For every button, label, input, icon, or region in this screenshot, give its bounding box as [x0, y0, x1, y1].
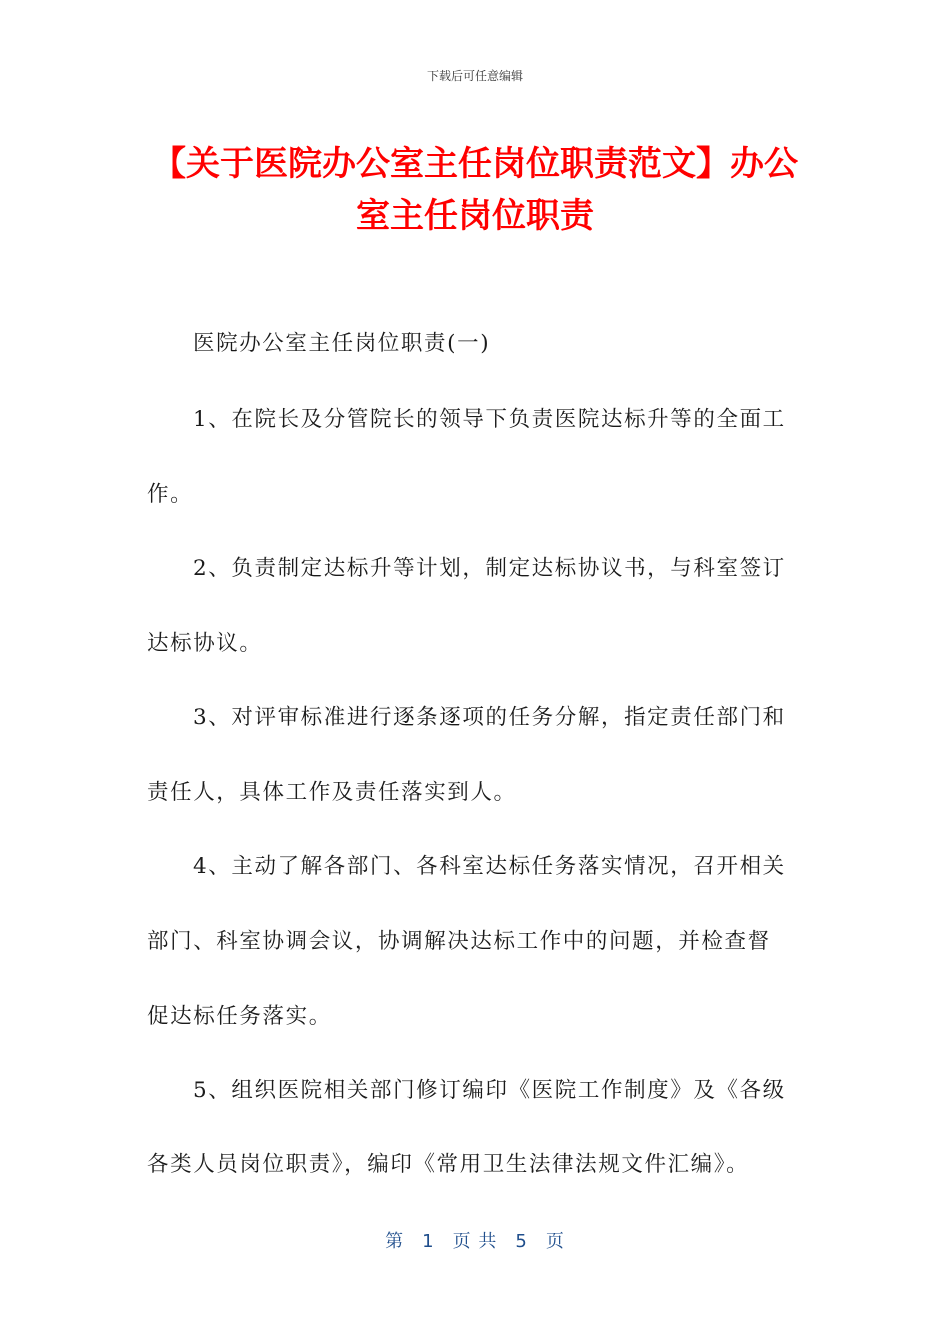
paragraph-line: 4、主动了解各部门、各科室达标任务落实情况，召开相关	[193, 854, 786, 879]
section-heading: 医院办公室主任岗位职责(一)	[193, 331, 491, 356]
page-suffix: 页	[545, 1231, 565, 1252]
paragraph-line: 促达标任务落实。	[147, 1004, 332, 1029]
page-current: 1	[422, 1231, 435, 1252]
page-total: 5	[515, 1231, 528, 1252]
page-mid: 页 共	[452, 1231, 498, 1252]
paragraph-line: 责任人，具体工作及责任落实到人。	[147, 780, 517, 805]
page-prefix: 第	[385, 1231, 405, 1252]
page-footer	[0, 1227, 950, 1253]
header-note: 下载后可任意编辑	[426, 69, 523, 83]
paragraph-line: 1、在院长及分管院长的领导下负责医院达标升等的全面工	[193, 407, 786, 432]
paragraph-line: 达标协议。	[147, 631, 263, 656]
document-title: 【关于医院办公室主任岗位职责范文】办公室主任岗位职责	[152, 144, 798, 236]
paragraph-line: 作。	[147, 482, 194, 507]
paragraph-line: 2、负责制定达标升等计划，制定达标协议书，与科室签订	[193, 556, 786, 581]
paragraph-line: 3、对评审标准进行逐条逐项的任务分解，指定责任部门和	[193, 705, 786, 730]
paragraph-line: 部门、科室协调会议，协调解决达标工作中的问题，并检查督	[147, 929, 771, 954]
paragraph-line: 各类人员岗位职责》，编印《常用卫生法律法规文件汇编》。	[147, 1152, 750, 1177]
paragraph-line: 5、组织医院相关部门修订编印《医院工作制度》及《各级	[193, 1078, 786, 1103]
